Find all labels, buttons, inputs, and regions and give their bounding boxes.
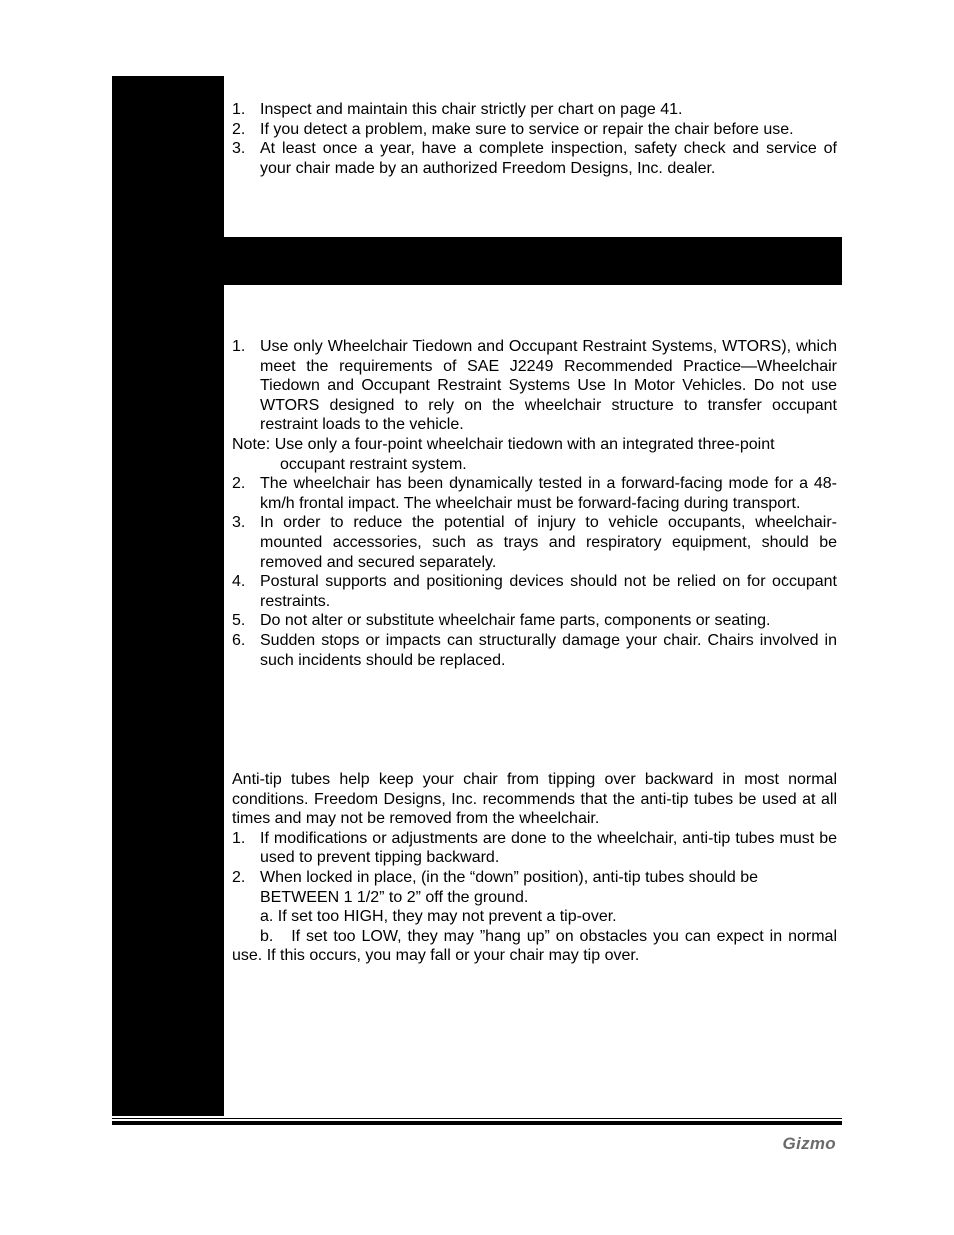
section-header-banner (224, 237, 842, 285)
transport-section (232, 337, 837, 670)
note-line: Note: Use only a four-point wheelchair tiedown with an integrated three-point (232, 435, 775, 453)
note-line: occupant restraint system. (280, 455, 467, 473)
footer-rule-thick (112, 1121, 842, 1125)
transport-list (232, 337, 837, 435)
item-line: BETWEEN 1 1/2” to 2” off the ground. (260, 888, 529, 906)
antitip-list (232, 829, 837, 907)
list-item: 6. Sudden stops or impacts can structurally damage your chair. Chairs involved in such incidents should be replaced. (232, 631, 837, 669)
antitip-section (232, 770, 935, 966)
antitip-intro: Anti-tip tubes help keep your chair from tipping over backward in most normal conditions. Freedom Designs, Inc. recommends that the anti-tip tubes be used at all times and may not be removed from the wheelchair. (232, 771, 837, 828)
list-item: 3. In order to reduce the potential of injury to vehicle occupants, wheelchair-mounted accessories, such as trays and respiratory equipment, should be removed and secured separately. (232, 514, 837, 571)
footer-brand: Gizmo (782, 1134, 836, 1153)
list-item: 4. Postural supports and positioning devices should not be relied on for occupant restraints. (232, 573, 837, 610)
sub-item-a: a. If set too HIGH, they may not prevent a tip-over. (260, 908, 617, 926)
list-item: 1. If modifications or adjustments are done to the wheelchair, anti-tip tubes must be used to prevent tipping backward. (232, 829, 837, 867)
transport-note (232, 435, 837, 474)
list-item: 1. Use only Wheelchair Tiedown and Occupant Restraint Systems, WTORS), which meet the requirements of SAE J2249 Recommended Practice—Wheelchair Tiedown and Occupant Restraint Systems Use In Motor Vehicles. Do not use WTORS designed to rely on the wheelchair structure to transfer occupant restraint loads to the vehicle. (232, 338, 837, 434)
inspection-list (232, 100, 837, 178)
sub-item-b: b. If set too LOW, they may ”hang up” on obstacles you can expect in normal use. If this occurs, you may fall or your chair may tip over. (232, 927, 935, 965)
list-item: 5. Do not alter or substitute wheelchair fame parts, components or seating. (232, 612, 771, 630)
footer-rule-thin (112, 1118, 842, 1119)
list-item: 2. When locked in place, (in the “down” position), anti-tip tubes should be BETWEEN 1 1/2” to 2” off the ground. (232, 868, 759, 906)
item-line: When locked in place, (in the “down” position), anti-tip tubes should be (260, 868, 759, 886)
list-item: 3. At least once a year, have a complete inspection, safety check and service of your chair made by an authorized Freedom Designs, Inc. dealer. (232, 140, 837, 177)
sidebar-black-bar (112, 76, 224, 1116)
list-item: 2. If you detect a problem, make sure to service or repair the chair before use. (232, 120, 794, 138)
transport-list-continued (232, 474, 837, 670)
list-item: 1. Inspect and maintain this chair strictly per chart on page 41. (232, 101, 683, 118)
list-item: 2. The wheelchair has been dynamically tested in a forward-facing mode for a 48-km/h frontal impact. The wheelchair must be forward-facing during transport. (232, 475, 837, 512)
inspection-section (232, 100, 837, 178)
